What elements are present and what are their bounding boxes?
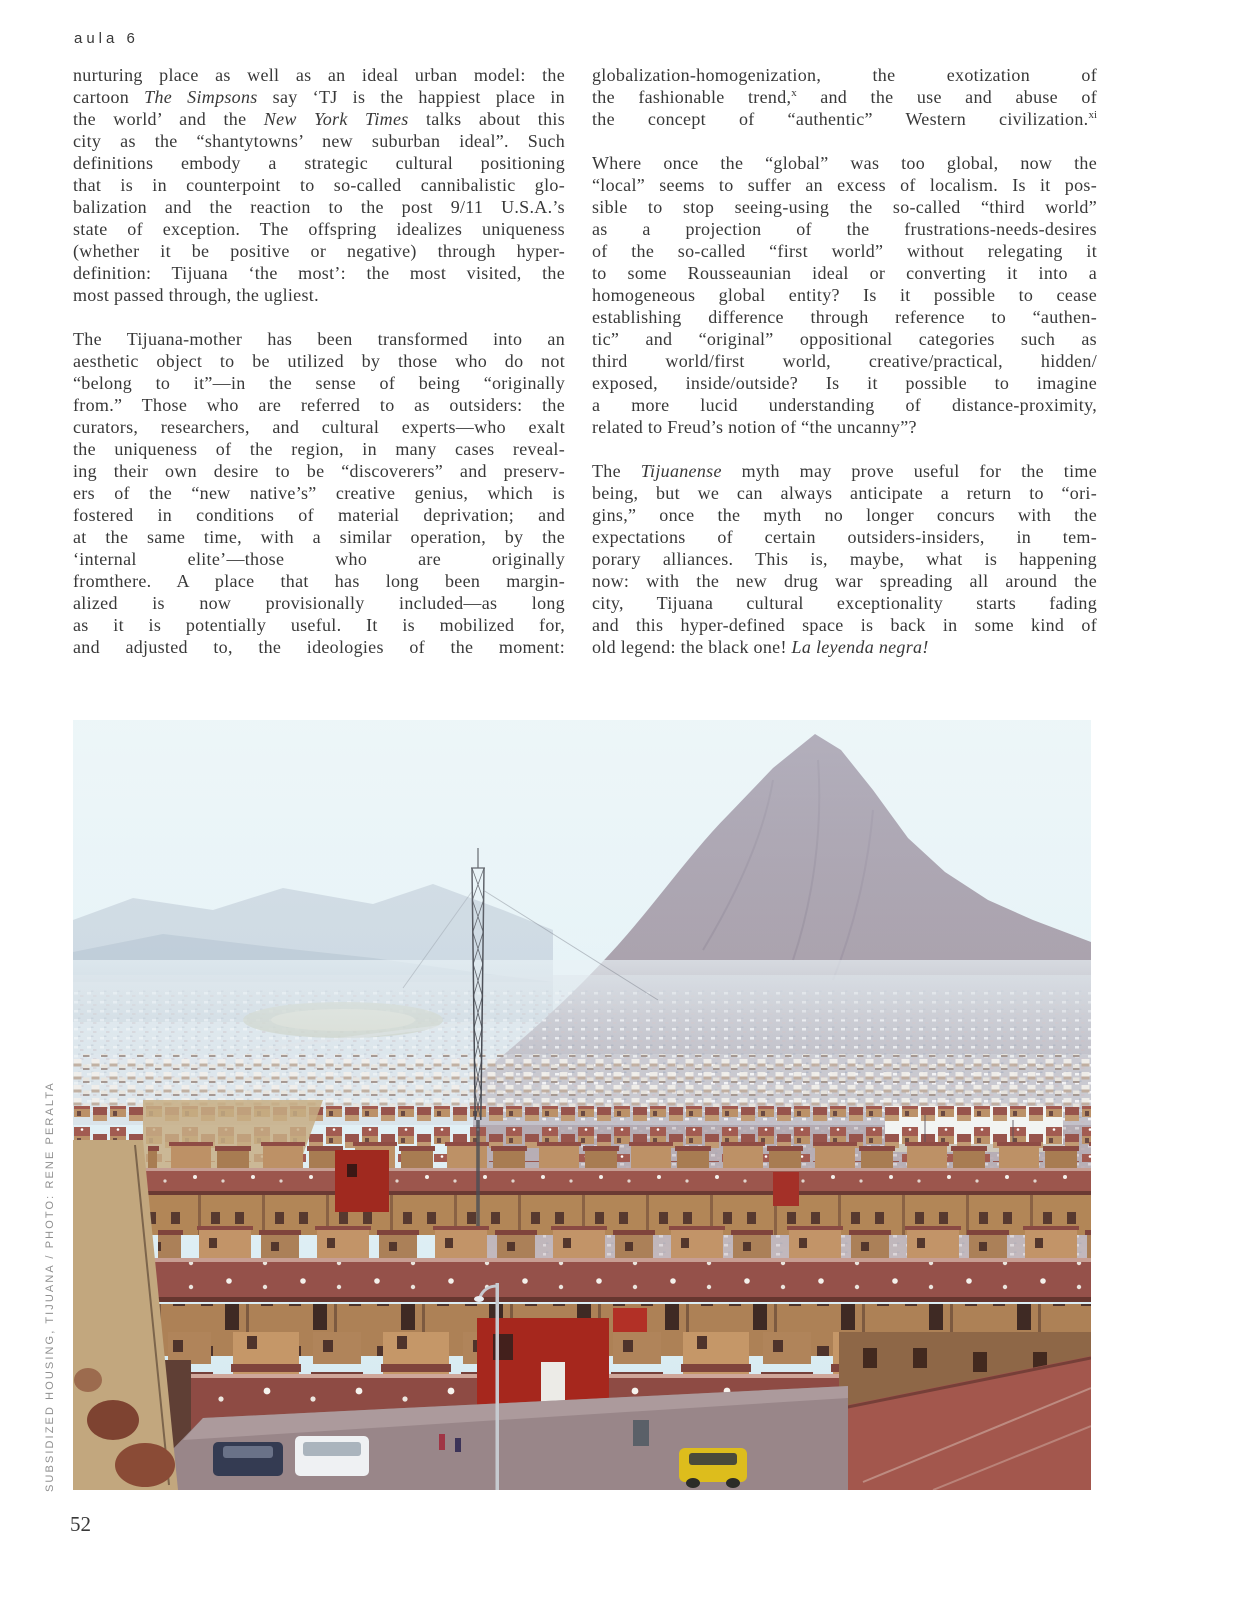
text-line: the fashionable trend,$^x$ and the use and abuse of xyxy=(592,87,1097,107)
text-line: fostered in conditions of material deprivation; and xyxy=(73,505,565,525)
text-line: definitions embody a strategic cultural positioning xyxy=(73,153,565,173)
text-line: from.” Those who are referred to as outsiders: the xyxy=(73,395,565,415)
text-line: establishing difference through reference to “authen- xyxy=(592,307,1097,327)
text-line: at the same time, with a similar operation, by the xyxy=(73,527,565,547)
text-line: definition: Tijuana ‘the most’: the most visited, the xyxy=(73,263,565,283)
text-line: and adjusted to, the ideologies of the moment: xyxy=(73,637,565,657)
text-line: of the so-called “first world” without relegating it xyxy=(592,241,1097,261)
text-line: aesthetic object to be utilized by those who do not xyxy=(73,351,565,371)
text-line: sible to stop seeing-using the so-called “third world” xyxy=(592,197,1097,217)
text-line: state of exception. The offspring idealizes uniqueness xyxy=(73,219,565,239)
text-line: (whether it be positive or negative) through hyper- xyxy=(73,241,565,261)
text-line: being, but we can always anticipate a return to “ori- xyxy=(592,483,1097,503)
paragraph xyxy=(592,460,1097,658)
paragraph xyxy=(592,64,1097,130)
text-line: tic” and “original” oppositional categories such as xyxy=(592,329,1097,349)
text-line: the world’ and the New York Times talks about this xyxy=(73,109,566,129)
text-line: balization and the reaction to the post 9/11 U.S.A.’s xyxy=(73,197,565,217)
photo-caption: SUBSIDIZED HOUSING, TIJUANA / PHOTO: RENE PERALTA xyxy=(44,1081,56,1492)
text-line: nurturing place as well as an ideal urban model: the xyxy=(73,65,565,85)
text-line: fromthere. A place that has long been margin- xyxy=(73,571,565,591)
text-line: that is in counterpoint to so-called cannibalistic glo- xyxy=(73,175,565,195)
text-line: ing their own desire to be “discoverers” and preserv- xyxy=(73,461,565,481)
text-column-right xyxy=(592,64,1097,658)
text-line: old legend: the black one! La leyenda negra! xyxy=(592,637,929,657)
page-number: 52 xyxy=(70,1512,91,1536)
text-line: ‘internal elite’—those who are originally xyxy=(73,549,565,569)
text-line: expectations of certain outsiders-insiders, in tem- xyxy=(592,527,1097,547)
paragraph xyxy=(592,152,1097,438)
text-line: the concept of “authentic” Western civilization.$^{xi}$ xyxy=(592,109,1097,129)
text-line: as it is potentially useful. It is mobilized for, xyxy=(73,615,565,635)
text-line: city as the “shantytowns’ new suburban ideal”. Such xyxy=(73,131,565,151)
text-line: related to Freud’s notion of “the uncanny”? xyxy=(592,417,917,437)
text-line: alized is now provisionally included—as long xyxy=(73,593,565,613)
text-line: homogeneous global entity? Is it possible to cease xyxy=(592,285,1097,305)
text-line: porary alliances. This is, maybe, what is happening xyxy=(592,549,1097,569)
photo-haze-overlay xyxy=(73,720,1091,1020)
text-line: now: with the new drug war spreading all around the xyxy=(592,571,1097,591)
text-line: The Tijuana-mother has been transformed into an xyxy=(73,329,565,349)
text-line: “local” seems to suffer an excess of localism. Is it pos- xyxy=(592,175,1097,195)
text-column-left xyxy=(73,64,565,658)
paragraph xyxy=(73,64,565,306)
photo-tijuana-housing xyxy=(73,720,1091,1490)
text-line: most passed through, the ugliest. xyxy=(73,285,319,305)
text-line: third world/first world, creative/practical, hidden/ xyxy=(592,351,1097,371)
paragraph xyxy=(73,328,565,658)
text-line: The Tijuanense myth may prove useful for the time xyxy=(592,461,1097,481)
text-line: Where once the “global” was too global, now the xyxy=(592,153,1097,173)
text-line: to some Rousseaunian ideal or converting it into a xyxy=(592,263,1097,283)
photo-house-row-far xyxy=(143,1142,1091,1235)
text-line: city, Tijuana cultural exceptionality starts fading xyxy=(592,593,1097,613)
text-line: cartoon The Simpsons say ‘TJ is the happiest place in xyxy=(73,87,565,107)
text-line: ers of the “new native’s” creative genius, which is xyxy=(73,483,565,503)
text-line: globalization-homogenization, the exotization of xyxy=(592,65,1097,85)
text-line: as a projection of the frustrations-needs-desires xyxy=(592,219,1097,239)
running-head: aula 6 xyxy=(74,30,139,47)
text-line: curators, researchers, and cultural experts—who exalt xyxy=(73,417,565,437)
text-line: exposed, inside/outside? Is it possible to imagine xyxy=(592,373,1097,393)
text-line: the uniqueness of the region, in many cases reveal- xyxy=(73,439,565,459)
text-line: gins,” once the myth no longer concurs with the xyxy=(592,505,1097,525)
text-line: and this hyper-defined space is back in some kind of xyxy=(592,615,1097,635)
text-line: “belong to it”—in the sense of being “originally xyxy=(73,373,565,393)
text-line: a more lucid understanding of distance-proximity, xyxy=(592,395,1097,415)
